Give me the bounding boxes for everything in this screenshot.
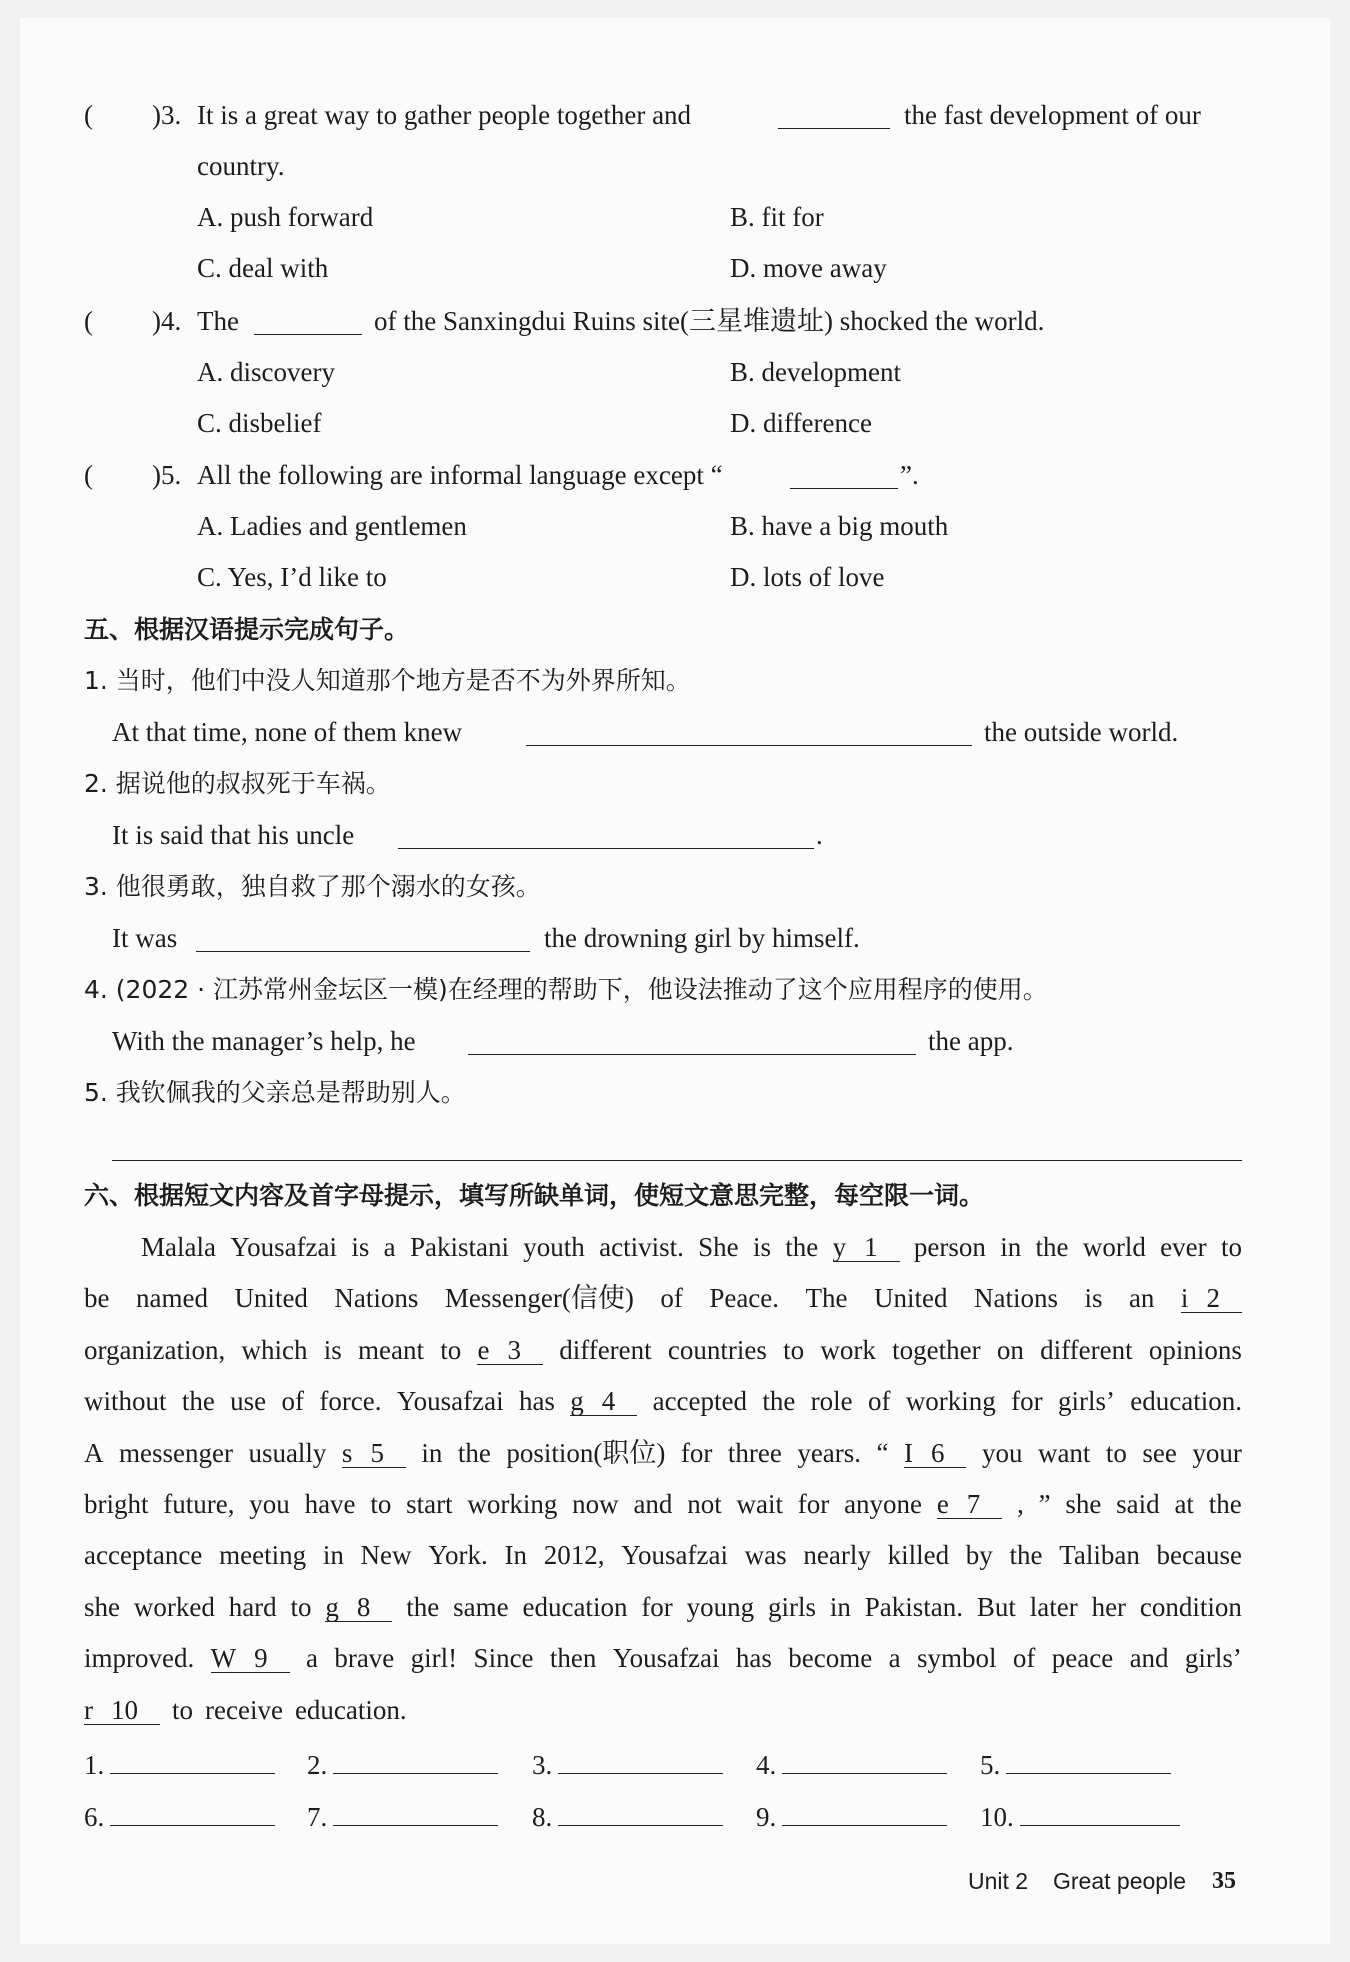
answer-slot[interactable] xyxy=(84,1749,275,1779)
passage-word: Malala xyxy=(141,1232,216,1262)
passage-word: organization, xyxy=(84,1334,226,1365)
passage-line xyxy=(84,1334,1242,1365)
passage-word: a xyxy=(305,1643,318,1674)
answer-blank[interactable] xyxy=(398,822,814,849)
prompt-english-after: the drowning girl by himself. xyxy=(544,923,860,953)
passage-word: working xyxy=(905,1386,996,1417)
passage-word: for xyxy=(641,1591,673,1622)
answer-number: 6. xyxy=(84,1802,105,1832)
answer-number: 9. xyxy=(756,1802,777,1832)
passage-word: But xyxy=(976,1591,1016,1622)
passage-word: to xyxy=(370,1489,392,1519)
passage-line xyxy=(141,1234,1242,1262)
passage-word: United xyxy=(873,1283,948,1314)
passage-word: hard xyxy=(228,1591,277,1622)
passage-word: York. xyxy=(428,1540,488,1571)
gap-initial-letter: y xyxy=(832,1232,847,1262)
passage-word: future, xyxy=(163,1489,235,1519)
question-blank xyxy=(778,102,890,129)
passage-word: is xyxy=(323,1334,342,1365)
passage-word: in xyxy=(421,1437,443,1468)
passage-word: the xyxy=(762,1386,796,1417)
answer-slot[interactable] xyxy=(532,1801,723,1831)
passage-line xyxy=(84,1285,1242,1313)
gap-number: 1 xyxy=(864,1232,878,1262)
passage-word: for xyxy=(680,1437,713,1468)
gap-number: 5 xyxy=(370,1437,384,1468)
passage-word: to xyxy=(1105,1437,1127,1468)
passage-word: In xyxy=(504,1540,528,1571)
passage-word: you xyxy=(249,1489,290,1519)
passage-word: youth xyxy=(523,1232,585,1262)
passage-word: she xyxy=(84,1591,120,1622)
passage-word: brave xyxy=(334,1643,395,1674)
passage-line xyxy=(84,1437,1242,1468)
gap-number: 7 xyxy=(966,1489,981,1519)
passage-word: is xyxy=(1084,1283,1103,1314)
passage-word: condition xyxy=(1139,1591,1242,1622)
answer-line[interactable] xyxy=(110,1801,275,1826)
passage-word: New xyxy=(360,1540,412,1571)
gap-blank[interactable] xyxy=(903,1437,967,1468)
answer-number: 3. xyxy=(532,1750,553,1780)
passage-word: the xyxy=(1009,1540,1043,1571)
option-c: C. disbelief xyxy=(197,408,322,438)
answer-blank[interactable] xyxy=(526,719,972,746)
prompt-chinese: 5. 我钦佩我的父亲总是帮助别人。 xyxy=(84,1078,466,1107)
passage-word: role xyxy=(810,1386,853,1417)
passage-word: has xyxy=(518,1386,555,1417)
gap-blank[interactable] xyxy=(325,1591,392,1622)
passage-word: years. xyxy=(797,1437,862,1468)
gap-initial-letter: g xyxy=(570,1386,584,1417)
option-b: B. fit for xyxy=(730,202,824,232)
prompt-chinese: 4. (2022 · 江苏常州金坛区一模)在经理的帮助下，他设法推动了这个应用程序的使用。 xyxy=(84,975,1048,1004)
gap-blank[interactable] xyxy=(477,1334,542,1365)
passage-word: acceptance xyxy=(84,1540,203,1571)
passage-word: and xyxy=(633,1489,673,1519)
answer-number: 8. xyxy=(532,1802,553,1832)
gap-initial-letter: e xyxy=(936,1489,949,1519)
passage-word: to xyxy=(290,1591,312,1622)
passage-word: named xyxy=(135,1283,208,1314)
gap-blank[interactable] xyxy=(211,1645,290,1673)
passage-word: Messenger(信使) xyxy=(444,1283,634,1314)
passage-word: is xyxy=(351,1232,370,1262)
passage-word: worked xyxy=(133,1591,215,1622)
gap-number: 2 xyxy=(1206,1283,1220,1314)
passage-word: see xyxy=(1142,1437,1177,1468)
passage-line xyxy=(84,1645,1242,1673)
passage-line xyxy=(84,1542,1242,1569)
passage-word: Pakistan. xyxy=(864,1591,964,1622)
passage-line xyxy=(84,1388,1242,1416)
question-text: It is a great way to gather people together and xyxy=(197,100,692,130)
answer-number: 10. xyxy=(980,1802,1014,1832)
passage-word: accepted xyxy=(652,1386,748,1417)
gap-number: 3 xyxy=(507,1334,521,1365)
answer-line[interactable] xyxy=(558,1801,723,1826)
answer-blank[interactable] xyxy=(196,925,530,952)
gap-blank[interactable] xyxy=(833,1234,900,1262)
passage-word: world xyxy=(1082,1232,1146,1262)
answer-paren: ( xyxy=(84,100,93,130)
passage-word: is xyxy=(752,1232,771,1262)
answer-line[interactable] xyxy=(782,1749,947,1774)
answer-paren: ( xyxy=(84,306,93,336)
passage-word: have xyxy=(304,1489,356,1519)
answer-number: 4. xyxy=(756,1750,777,1780)
passage-word: killed xyxy=(887,1540,950,1571)
answer-paren: ( xyxy=(84,460,93,490)
passage-word: 2012, xyxy=(543,1540,605,1571)
unit-label: Unit 2 xyxy=(968,1868,1029,1894)
passage-word: three xyxy=(727,1437,782,1468)
passage-word: you xyxy=(981,1437,1023,1468)
gap-number: 9 xyxy=(254,1643,268,1674)
option-a: A. push forward xyxy=(197,202,374,232)
passage-word: position(职位) xyxy=(506,1437,666,1468)
passage-word: without xyxy=(84,1386,167,1417)
passage-word: in xyxy=(1000,1232,1022,1262)
passage-word: because xyxy=(1156,1540,1242,1571)
passage-word: for xyxy=(1011,1386,1043,1417)
gap-number: 8 xyxy=(356,1591,371,1622)
option-a: A. Ladies and gentlemen xyxy=(197,511,467,541)
option-c: C. Yes, I’d like to xyxy=(197,562,387,592)
passage-word: of xyxy=(660,1283,683,1314)
passage-word: anyone xyxy=(844,1489,923,1519)
passage-word: her xyxy=(1091,1591,1127,1622)
passage-word: the xyxy=(1208,1489,1242,1519)
passage-word: of xyxy=(867,1386,891,1417)
question-text: The xyxy=(197,306,239,336)
answer-line[interactable] xyxy=(1020,1801,1180,1826)
answer-line[interactable] xyxy=(782,1801,947,1826)
passage-word: to xyxy=(440,1334,462,1365)
passage-word: the xyxy=(1035,1232,1069,1262)
passage-line xyxy=(84,1694,419,1725)
passage-word: work xyxy=(820,1334,876,1365)
option-d: D. difference xyxy=(730,408,872,438)
passage-line xyxy=(84,1591,1242,1622)
passage-word: use xyxy=(230,1386,267,1417)
passage-word: an xyxy=(1128,1283,1155,1314)
passage-word: wait xyxy=(736,1489,784,1519)
passage-word: symbol xyxy=(916,1643,997,1674)
passage-word: Nations xyxy=(973,1283,1058,1314)
passage-word: force. xyxy=(319,1386,382,1417)
passage-word: your xyxy=(1192,1437,1242,1468)
passage-word: and xyxy=(1129,1643,1169,1674)
answer-slot[interactable] xyxy=(756,1801,947,1831)
passage-word: on xyxy=(996,1334,1024,1365)
gap-blank[interactable] xyxy=(1181,1285,1242,1313)
passage-word: A xyxy=(84,1437,104,1468)
question-number: )5. xyxy=(152,460,182,490)
passage-word: peace xyxy=(1051,1643,1114,1674)
passage-word: a xyxy=(888,1643,901,1674)
page-number: 35 xyxy=(1212,1868,1236,1894)
passage-word: said xyxy=(1116,1489,1160,1519)
answer-slot[interactable] xyxy=(980,1801,1180,1831)
prompt-english: It is said that his uncle xyxy=(112,820,355,850)
prompt-chinese: 2. 据说他的叔叔死于车祸。 xyxy=(84,769,391,798)
passage-word: different xyxy=(1040,1334,1133,1365)
passage-word: person xyxy=(913,1232,986,1262)
passage-word: of xyxy=(1012,1643,1036,1674)
passage-word: working xyxy=(467,1489,558,1519)
passage-word: to xyxy=(783,1334,805,1365)
passage-word: nearly xyxy=(803,1540,871,1571)
gap-initial-letter: s xyxy=(341,1437,353,1468)
passage-word: receive xyxy=(205,1694,283,1725)
prompt-chinese: 3. 他很勇敢，独自救了那个溺水的女孩。 xyxy=(84,872,541,901)
question-text-after: the fast development of our xyxy=(904,100,1201,130)
passage-word: education. xyxy=(294,1694,407,1725)
passage-word: Nations xyxy=(334,1283,419,1314)
passage-word: the xyxy=(457,1437,491,1468)
option-b: B. development xyxy=(730,357,901,387)
prompt-english: It was xyxy=(112,923,178,953)
question-text-after: ”. xyxy=(900,460,919,490)
passage-word: Yousafzai xyxy=(230,1232,338,1262)
passage-word: She xyxy=(698,1232,739,1262)
passage-word: , xyxy=(1017,1489,1024,1519)
passage-word: different xyxy=(559,1334,652,1365)
passage-word: of xyxy=(281,1386,304,1417)
option-b: B. have a big mouth xyxy=(730,511,949,541)
passage-word: to xyxy=(172,1694,194,1725)
answer-slot[interactable] xyxy=(307,1749,498,1779)
question-text-cont: country. xyxy=(197,151,285,181)
question-number: )4. xyxy=(152,306,182,336)
passage-word: education xyxy=(522,1591,628,1622)
answer-line[interactable] xyxy=(110,1749,275,1774)
passage-word: Peace. xyxy=(709,1283,780,1314)
passage-word: girls’ xyxy=(1184,1643,1242,1674)
gap-blank[interactable] xyxy=(84,1694,160,1725)
passage-word: United xyxy=(234,1283,308,1314)
passage-word: The xyxy=(805,1283,848,1314)
section-heading: 六、根据短文内容及首字母提示，填写所缺单词，使短文意思完整，每空限一词。 xyxy=(84,1181,985,1210)
passage-word: in xyxy=(829,1591,851,1622)
passage-word: girls’ xyxy=(1057,1386,1115,1417)
answer-line[interactable] xyxy=(112,1140,1242,1161)
answer-number: 2. xyxy=(307,1750,328,1780)
option-a: A. discovery xyxy=(197,357,335,387)
passage-word: for xyxy=(797,1489,830,1519)
passage-word: the xyxy=(785,1232,819,1262)
answer-slot[interactable] xyxy=(307,1801,498,1831)
passage-word: the xyxy=(181,1386,215,1417)
passage-word: improved. xyxy=(84,1643,195,1674)
prompt-chinese: 1. 当时，他们中没人知道那个地方是否不为外界所知。 xyxy=(84,666,691,695)
passage-word: activist. xyxy=(599,1232,684,1262)
passage-word: opinions xyxy=(1148,1334,1242,1365)
passage-word: ” xyxy=(1038,1489,1051,1519)
passage-word: girls xyxy=(768,1591,817,1622)
question-blank xyxy=(254,308,362,335)
answer-blank[interactable] xyxy=(468,1028,916,1055)
passage-word: Yousafzai xyxy=(621,1540,728,1571)
passage-word: same xyxy=(453,1591,509,1622)
passage-word: become xyxy=(788,1643,873,1674)
passage-word: girl! xyxy=(410,1643,458,1674)
gap-blank[interactable] xyxy=(341,1437,406,1468)
passage-word: a xyxy=(383,1232,396,1262)
answer-number: 7. xyxy=(307,1802,328,1832)
gap-initial-letter: W xyxy=(210,1643,237,1674)
gap-initial-letter: e xyxy=(477,1334,490,1365)
passage-word: be xyxy=(84,1283,110,1314)
passage-word: “ xyxy=(876,1437,889,1468)
prompt-english-after: the outside world. xyxy=(984,717,1179,747)
passage-word: not xyxy=(687,1489,722,1519)
question-blank xyxy=(790,462,898,489)
question-text-after: of the Sanxingdui Ruins site(三星堆遗址) shocked the world. xyxy=(374,306,1045,336)
passage-word: want xyxy=(1037,1437,1091,1468)
option-c: C. deal with xyxy=(197,253,329,283)
gap-initial-letter: I xyxy=(903,1437,913,1468)
gap-number: 10 xyxy=(111,1694,138,1725)
passage-word: Yousafzai xyxy=(396,1386,504,1417)
passage-word: messenger xyxy=(118,1437,233,1468)
prompt-english: With the manager’s help, he xyxy=(112,1026,416,1056)
prompt-english: At that time, none of them knew xyxy=(112,717,463,747)
passage-word: Taliban xyxy=(1059,1540,1140,1571)
gap-blank[interactable] xyxy=(570,1388,637,1416)
passage-word: in xyxy=(322,1540,344,1571)
passage-line xyxy=(84,1491,1242,1519)
passage-word: bright xyxy=(84,1489,149,1519)
answer-line[interactable] xyxy=(333,1749,498,1774)
answer-line[interactable] xyxy=(558,1749,723,1774)
option-d: D. lots of love xyxy=(730,562,885,592)
answer-slot[interactable] xyxy=(84,1801,275,1831)
passage-word: Since xyxy=(473,1643,534,1674)
passage-word: countries xyxy=(667,1334,767,1365)
passage-word: now xyxy=(572,1489,619,1519)
passage-word: by xyxy=(965,1540,993,1571)
passage-word: then xyxy=(549,1643,597,1674)
passage-word: at xyxy=(1174,1489,1194,1519)
prompt-english-after: the app. xyxy=(928,1026,1014,1056)
gap-initial-letter: r xyxy=(84,1694,93,1725)
gap-number: 4 xyxy=(601,1386,616,1417)
passage-word: together xyxy=(892,1334,981,1365)
section-heading: 五、根据汉语提示完成句子。 xyxy=(84,615,410,644)
passage-word: was xyxy=(744,1540,787,1571)
answer-slot[interactable] xyxy=(756,1749,947,1779)
passage-word: Yousafzai xyxy=(612,1643,720,1674)
gap-initial-letter: i xyxy=(1180,1283,1189,1314)
gap-number: 6 xyxy=(930,1437,945,1468)
passage-word: meant xyxy=(357,1334,424,1365)
question-text: All the following are informal language except “ xyxy=(197,460,723,490)
answer-slot[interactable] xyxy=(532,1749,723,1779)
prompt-english-after: . xyxy=(816,820,823,850)
question-number: )3. xyxy=(152,100,182,130)
passage-word: ever xyxy=(1160,1232,1207,1262)
answer-line[interactable] xyxy=(1006,1749,1171,1774)
passage-word: which xyxy=(241,1334,308,1365)
gap-initial-letter: g xyxy=(325,1591,339,1622)
passage-word: usually xyxy=(248,1437,327,1468)
passage-word: has xyxy=(735,1643,772,1674)
passage-word: to xyxy=(1220,1232,1242,1262)
passage-word: start xyxy=(406,1489,453,1519)
passage-word: the xyxy=(406,1591,440,1622)
answer-number: 1. xyxy=(84,1750,105,1780)
passage-word: Pakistani xyxy=(409,1232,509,1262)
passage-word: young xyxy=(686,1591,755,1622)
answer-slot[interactable] xyxy=(980,1749,1171,1779)
passage-word: later xyxy=(1029,1591,1078,1622)
passage-word: she xyxy=(1065,1489,1102,1519)
passage-word: meeting xyxy=(219,1540,307,1571)
unit-title: Great people xyxy=(1053,1868,1186,1894)
passage-word: education. xyxy=(1130,1386,1242,1417)
gap-blank[interactable] xyxy=(937,1491,1002,1519)
answer-number: 5. xyxy=(980,1750,1001,1780)
option-d: D. move away xyxy=(730,253,887,283)
answer-line[interactable] xyxy=(333,1801,498,1826)
